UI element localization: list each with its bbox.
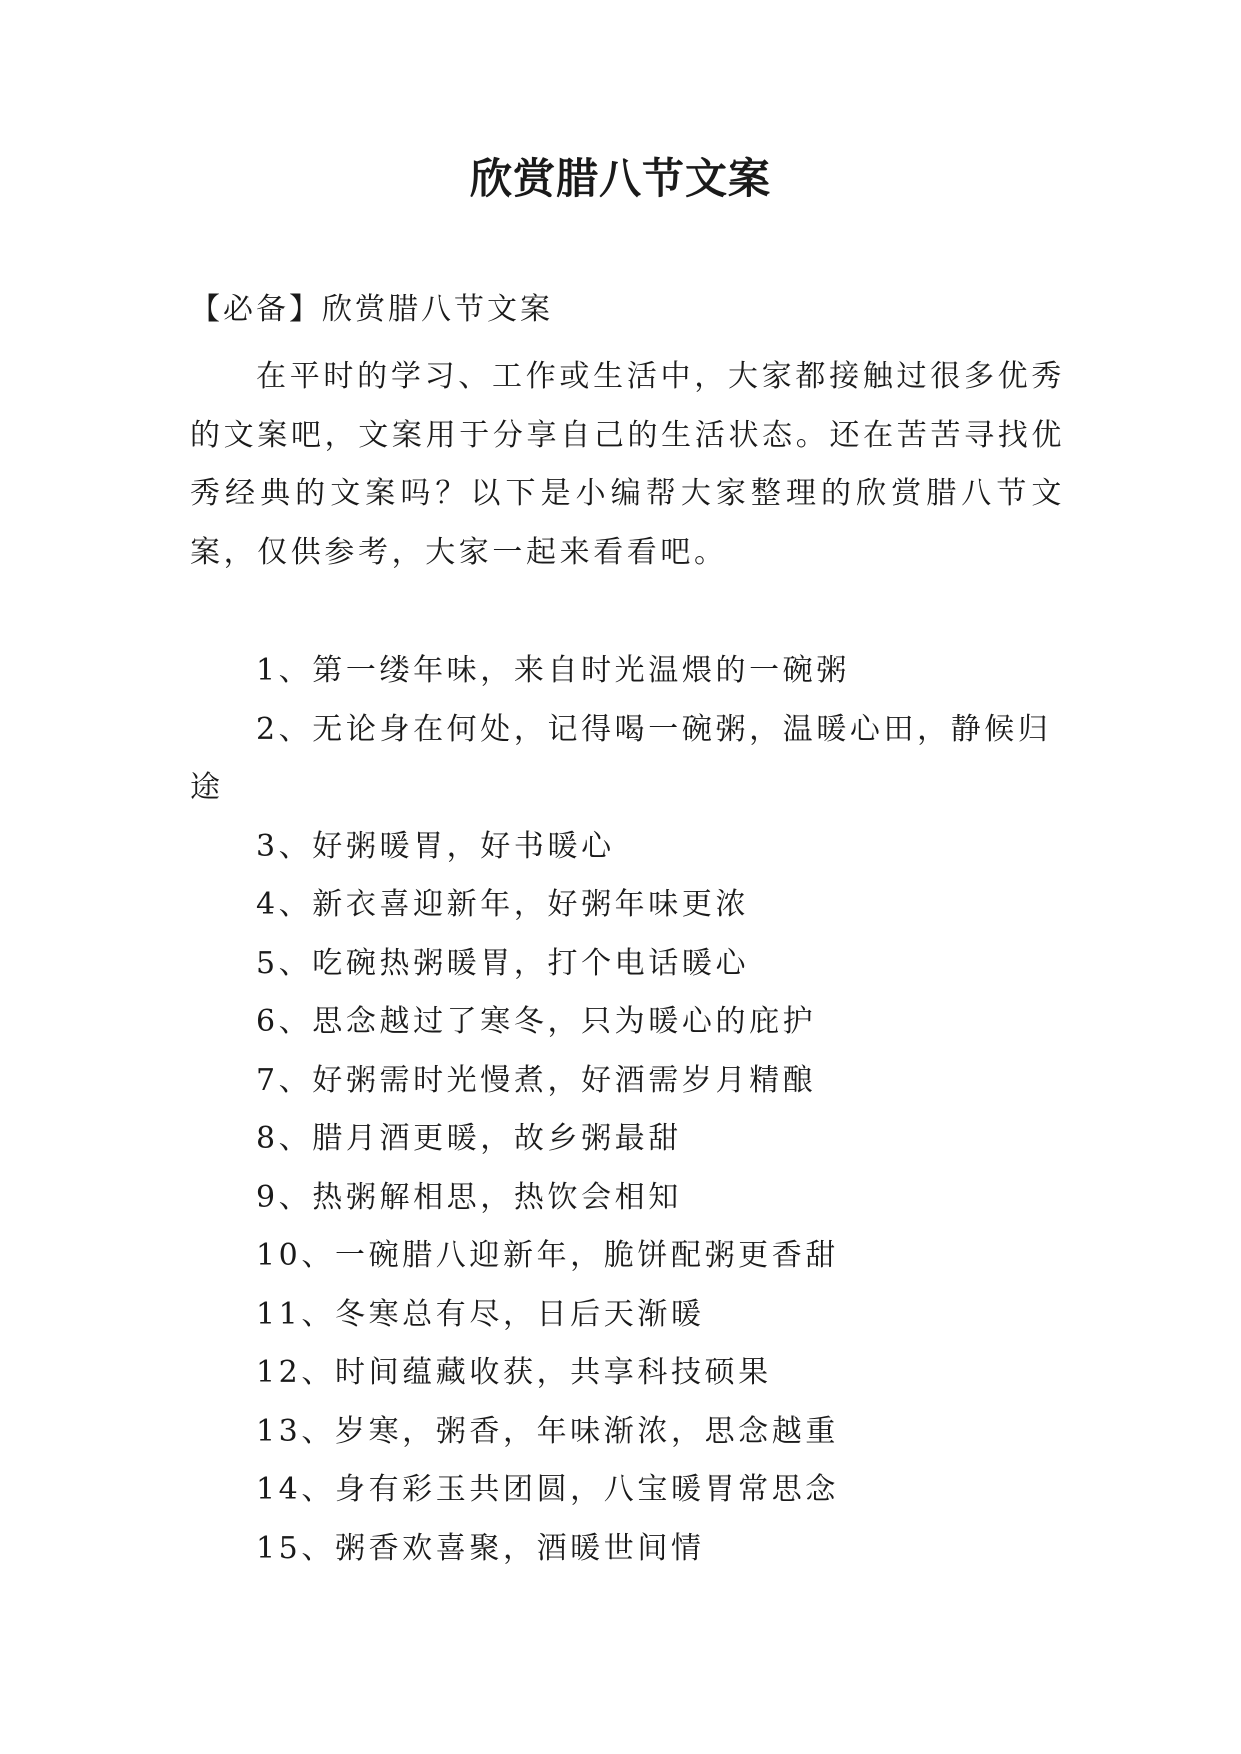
list-item: 3、好粥暖胃，好书暖心: [256, 828, 615, 864]
list-item: 7、好粥需时光慢煮，好酒需岁月精酿: [256, 1062, 817, 1098]
list-item: 1、第一缕年味，来自时光温煨的一碗粥: [256, 653, 850, 688]
document-title: 欣赏腊八节文案: [469, 154, 771, 203]
list-item: 4、新衣喜迎新年，好粥年味更浓: [256, 887, 750, 922]
phrase-list: [190, 642, 1065, 1578]
list-item: 13、岁寒，粥香，年味渐浓，思念越重: [256, 1413, 839, 1449]
list-item: 9、热粥解相思，热饮会相知: [256, 1179, 682, 1215]
list-item: 12、时间蕴藏收获，共享科技硕果: [256, 1355, 772, 1390]
list-item: 6、思念越过了寒冬，只为暖心的庇护: [256, 1004, 817, 1039]
intro-paragraph: 在平时的学习、工作或生活中，大家都接触过很多优秀的文案吧，文案用于分享自己的生活状态。还在苦苦寻找优秀经典的文案吗？以下是小编帮大家整理的欣赏腊八节文案，仅供参考，大家一起来看看吧。: [190, 359, 1065, 570]
list-item: 5、吃碗热粥暖胃，打个电话暖心: [256, 945, 750, 981]
list-item: 15、粥香欢喜聚，酒暖世间情: [256, 1530, 705, 1566]
section-heading: 【必备】欣赏腊八节文案: [190, 292, 553, 327]
list-item: 2、无论身在何处，记得喝一碗粥，温暖心田，静候归途: [190, 711, 1052, 805]
list-item: 10、一碗腊八迎新年，脆饼配粥更香甜: [256, 1238, 839, 1273]
list-item: 11、冬寒总有尽，日后天渐暖: [256, 1296, 705, 1332]
list-item: 14、身有彩玉共团圆，八宝暖胃常思念: [256, 1472, 839, 1507]
list-item: 8、腊月酒更暖，故乡粥最甜: [256, 1121, 682, 1156]
